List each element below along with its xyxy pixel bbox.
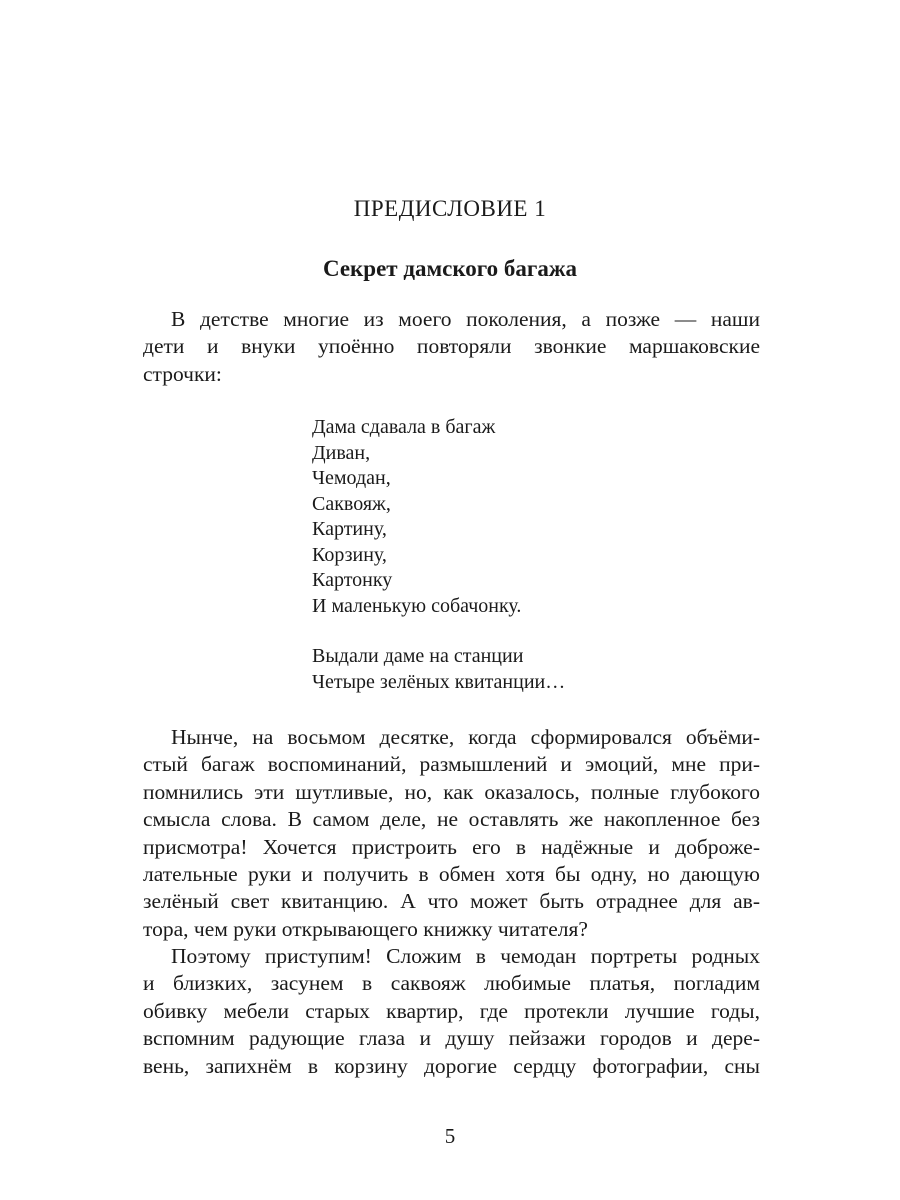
- text-line: обивку мебели старых квартир, где протекли лучшие годы,: [143, 998, 760, 1023]
- text-line: смысла слова. В самом деле, не оставлять же накопленное без: [143, 807, 760, 832]
- text-line: стый багаж воспоминаний, размышлений и эмоций, мне при-: [143, 752, 760, 777]
- paragraph-1: [143, 306, 760, 388]
- verse-line: И маленькую собачонку.: [312, 594, 522, 617]
- page-number: 5: [444, 1124, 456, 1148]
- text-line: зелёный свет квитанцию. А что может быть отраднее для ав-: [143, 889, 760, 914]
- verse-line: Диван,: [312, 441, 371, 464]
- verse-line: Картонку: [312, 569, 393, 591]
- verse-line: Картину,: [312, 518, 387, 540]
- verse-line: Четыре зелёных квитанции…: [312, 670, 566, 693]
- text-line: и близких, засунем в саквояж любимые платья, погладим: [143, 971, 760, 996]
- text-line: Нынче, на восьмом десятке, когда сформировался объёми-: [171, 725, 760, 749]
- verse-line: Корзину,: [312, 543, 387, 566]
- chapter-title: ПРЕДИСЛОВИЕ 1: [353, 196, 547, 221]
- text-line: вспомним радующие глаза и душу пейзажи городов и дере-: [143, 1026, 760, 1051]
- text-line: дети и внуки упоённо повторяли звонкие маршаковские: [143, 334, 760, 359]
- text-line: помнились эти шутливые, но, как оказалось, полные глубокого: [143, 779, 760, 804]
- text-line: В детстве многие из моего поколения, а позже — наши: [171, 307, 760, 331]
- text-line: тора, чем руки открывающего книжку читателя?: [143, 916, 588, 941]
- text-line: лательные руки и получить в обмен хотя бы одну, но дающую: [143, 861, 760, 886]
- text-line: вень, запихнём в корзину дорогие сердцу фотографии, сны: [143, 1053, 760, 1078]
- verse-line: Выдали даме на станции: [312, 645, 524, 667]
- paragraph-3: [143, 943, 760, 1080]
- verse-line: Саквояж,: [312, 492, 391, 515]
- paragraph-2: [143, 724, 760, 943]
- text-line: Поэтому приступим! Сложим в чемодан портреты родных: [171, 944, 760, 968]
- text-line: присмотра! Хочется пристроить его в надёжные и доброже-: [143, 834, 760, 859]
- verse-stanza-2: [312, 644, 565, 695]
- verse-line: Чемодан,: [312, 467, 391, 489]
- verse-stanza-1: [312, 415, 521, 619]
- verse-line: Дама сдавала в багаж: [312, 416, 496, 438]
- section-heading: Секрет дамского багажа: [322, 256, 578, 281]
- text-line: строчки:: [143, 361, 222, 386]
